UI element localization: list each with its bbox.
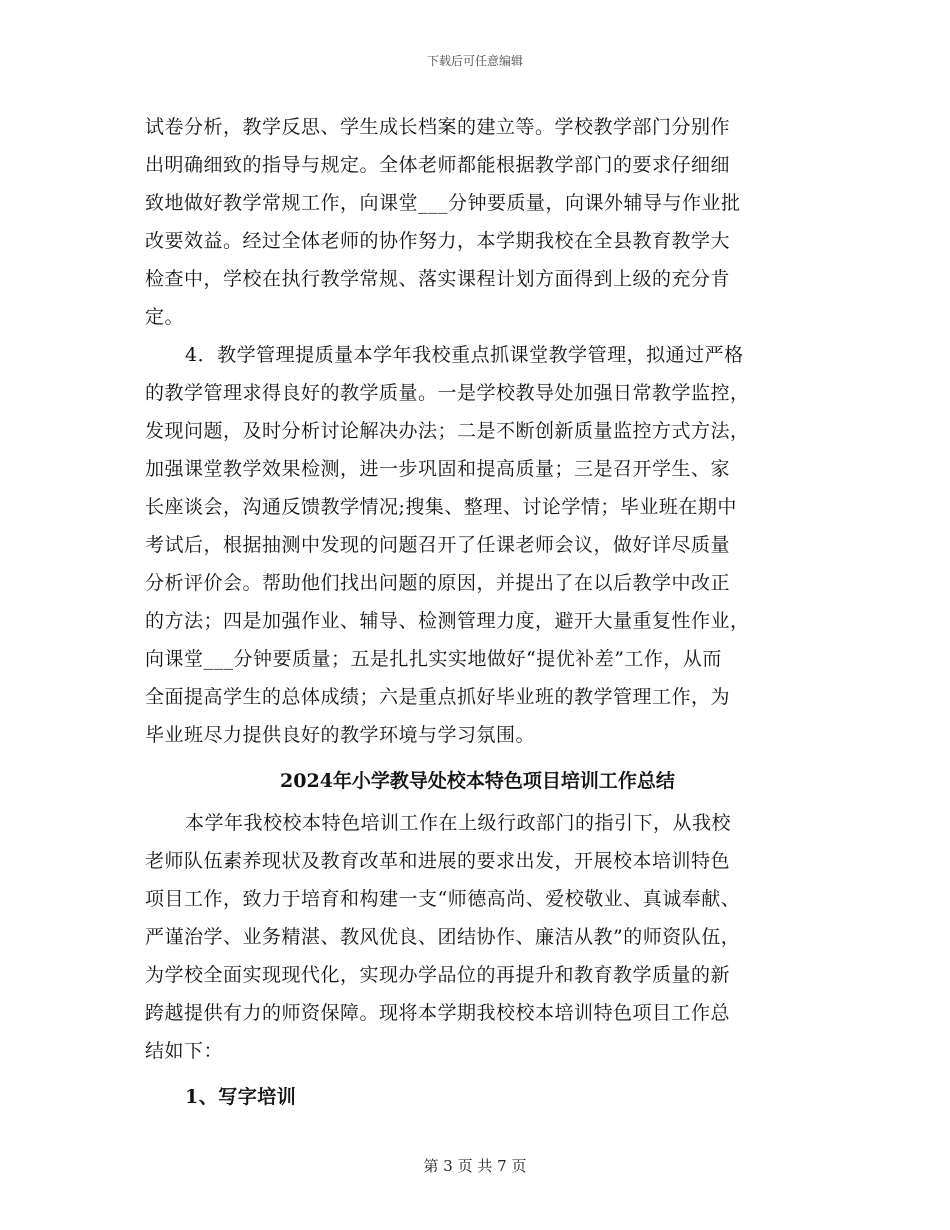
text-line: 的教学管理求得良好的教学质量。一是学校教导处加强日常教学监控， xyxy=(145,382,750,404)
text-line: 加强课堂教学效果检测，进一步巩固和提高质量；三是召开学生、家 xyxy=(145,458,731,480)
text-line: 结如下： xyxy=(145,1040,224,1062)
text-line: 定。 xyxy=(145,306,185,328)
paragraph-3 xyxy=(145,804,810,1070)
text-line: 4．教学管理提质量本学年我校重点抓课堂教学管理，拟通过严格 xyxy=(185,344,744,366)
text-line: 全面提高学生的总体成绩；六是重点抓好毕业班的教学管理工作，为 xyxy=(145,686,731,708)
section-title: 2024年小学教导处校本特色项目培训工作总结 xyxy=(280,770,675,792)
text-line: 长座谈会，沟通反馈教学情况;搜集、整理、讨论学情；毕业班在期中 xyxy=(145,496,737,518)
text-line: 向课堂___分钟要质量；五是扎扎实实地做好“提优补差”工作，从而 xyxy=(145,648,722,670)
subheading: 1、写字培训 xyxy=(185,1086,297,1108)
text-line: 考试后，根据抽测中发现的问题召开了任课老师会议，做好详尽质量 xyxy=(145,534,731,556)
text-line: 为学校全面实现现代化，实现办学品位的再提升和教育教学质量的新 xyxy=(145,964,731,986)
text-line: 的方法；四是加强作业、辅导、检测管理力度，避开大量重复性作业， xyxy=(145,610,750,632)
page-number-footer: 第 3 页 共 7 页 xyxy=(423,1157,527,1175)
text-line: 分析评价会。帮助他们找出问题的原因，并提出了在以后教学中改正 xyxy=(145,572,731,594)
text-line: 检查中，学校在执行教学常规、落实课程计划方面得到上级的充分肯 xyxy=(145,268,731,290)
text-line: 发现问题，及时分析讨论解决办法；二是不断创新质量监控方式方法， xyxy=(145,420,750,442)
text-line: 老师队伍素养现状及教育改革和进展的要求出发，开展校本培训特色 xyxy=(145,850,731,872)
text-line: 毕业班尽力提供良好的教学环境与学习氛围。 xyxy=(145,724,536,746)
text-line: 改要效益。经过全体老师的协作努力，本学期我校在全县教育教学大 xyxy=(145,230,731,252)
text-line: 项目工作，致力于培育和构建一支“师德高尚、爱校敬业、真诚奉献、 xyxy=(145,888,741,910)
document-body xyxy=(145,108,810,1116)
text-line: 试卷分析，教学反思、学生成长档案的建立等。学校教学部门分别作 xyxy=(145,116,731,138)
text-line: 本学年我校校本特色培训工作在上级行政部门的指引下，从我校 xyxy=(185,812,732,834)
text-line: 致地做好教学常规工作，向课堂___分钟要质量，向课外辅导与作业批 xyxy=(145,192,741,214)
page-header: 下载后可任意编辑 xyxy=(426,54,523,68)
paragraph-1 xyxy=(145,108,810,336)
paragraph-2 xyxy=(145,336,810,754)
text-line: 出明确细致的指导与规定。全体老师都能根据教学部门的要求仔细细 xyxy=(145,154,731,176)
text-line: 严谨治学、业务精湛、教风优良、团结协作、廉洁从教”的师资队伍， xyxy=(145,926,741,948)
text-line: 跨越提供有力的师资保障。现将本学期我校校本培训特色项目工作总 xyxy=(145,1002,731,1024)
